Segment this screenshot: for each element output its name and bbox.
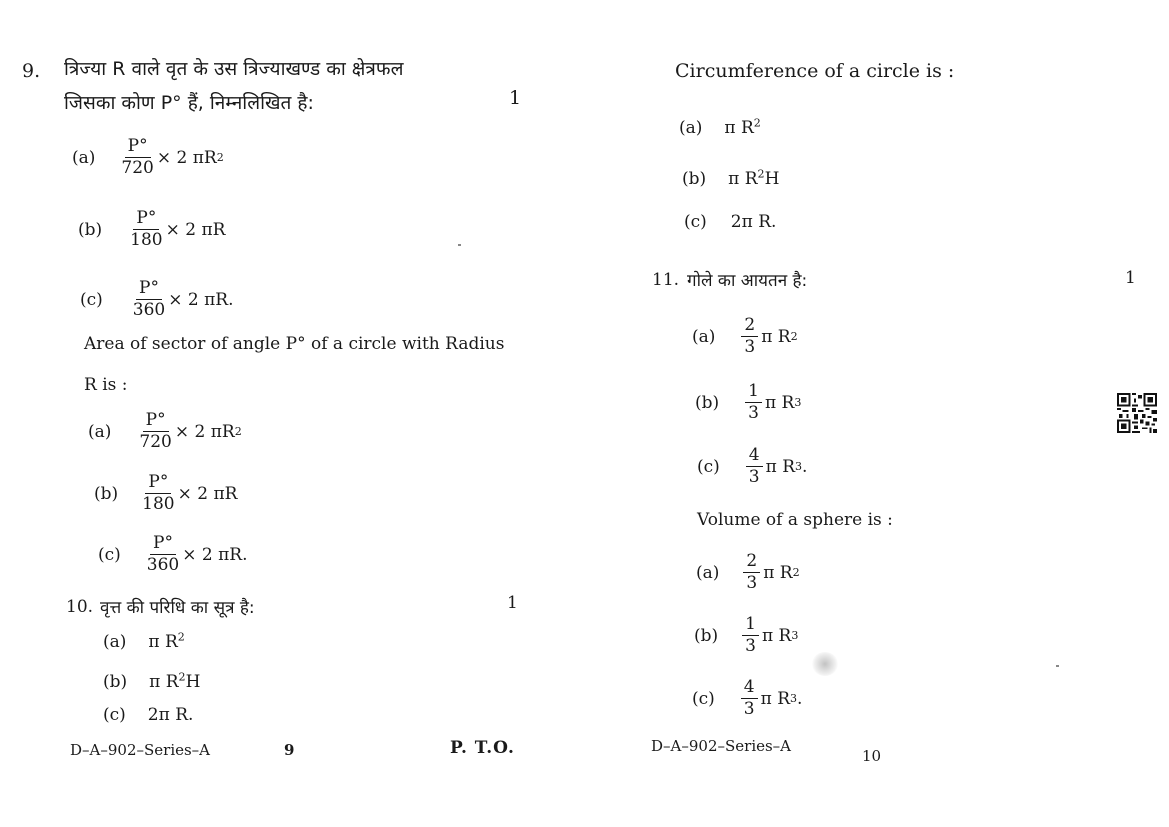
q11-english: Volume of a sphere is : [697,510,893,530]
option-label: (c) [80,289,103,310]
q10-hindi: वृत्त की परिधि का सूत्र है: [100,598,255,618]
q11-marks: 1 [1125,268,1136,288]
option-label: (c) [103,705,126,725]
q10-english-option-c: (c) 2π R. [684,212,777,232]
fraction: $\frac{P^\circ}{360}$ [132,278,166,320]
q9-number: 9. [22,60,41,82]
option-label: (a) [103,632,127,652]
q11-hindi-option-c: (c) $\frac{4}{3}$ π R 3 . [697,445,808,487]
fraction: $\frac{2}{3}$ [741,317,758,356]
option-label: (b) [94,483,119,504]
fraction: $\frac{P^\circ}{180}$ [130,208,163,250]
option-label: (a) [72,147,96,168]
option-label: (c) [697,456,720,477]
q9-english-line1: Area of sector of angle P° of a circle with Radius [84,334,505,354]
q9-english-line2: R is : [84,375,128,395]
scan-dot [1056,665,1059,667]
q11-hindi-option-b: (b) $\frac{1}{3}$ π R 3 [695,381,802,423]
fraction: $\frac{1}{3}$ [742,616,759,655]
q9-english-option-b: (b) $\frac{P^\circ}{180}$ × 2 πR [94,472,238,514]
fraction: $\frac{4}{3}$ [741,679,758,718]
fraction: $\frac{P^\circ}{360}$ [146,533,180,575]
option-label: (b) [694,625,719,646]
q11-english-option-a: (a) $\frac{2}{3}$ π R 2 [696,551,800,593]
option-label: (b) [695,392,720,413]
left-footer-code: D–A–902–Series–A [70,741,211,759]
q10-option-b: (b) π $R^2H$ [103,670,201,692]
q9-hindi-line1: त्रिज्या R वाले वृत के उस त्रिज्याखण्ड का क्षेत्रफल [64,58,404,80]
fraction: $\frac{P^\circ}{720}$ [121,136,154,178]
left-footer-page: 9 [284,741,295,759]
fraction: $\frac{P^\circ}{180}$ [142,472,175,514]
fraction: $\frac{2}{3}$ [743,553,760,592]
right-footer-code: D–A–902–Series–A [651,737,792,755]
option-label: (c) [692,688,715,709]
scan-dot [458,244,461,246]
q11-hindi: गोले का आयतन है: [687,271,808,291]
option-label: (a) [692,326,716,347]
q9-english-option-a: (a) $\frac{P^\circ}{720}$ × 2 πR 2 [88,410,242,452]
q9-hindi-option-a: (a) $\frac{P^\circ}{720}$ × 2 πR 2 [72,136,224,178]
q9-marks: 1 [509,87,522,109]
q10-english-option-a: (a) π $R^2$ [679,116,761,138]
q10-english: Circumference of a circle is : [675,60,955,82]
q9-hindi-option-b: (b) $\frac{P^\circ}{180}$ × 2 πR [78,208,226,250]
q11-english-option-c: (c) $\frac{4}{3}$ π R 3 . [692,677,803,719]
scan-smudge [812,652,838,676]
fraction: $\frac{1}{3}$ [745,383,762,422]
q10-number: 10. [66,597,94,617]
left-footer-pto: P. T.O. [450,738,515,758]
option-label: (a) [679,118,703,138]
option-label: (a) [88,421,112,442]
q10-english-option-b: (b) π $R^2H$ [682,167,780,189]
option-label: (c) [98,544,121,565]
q9-hindi-line2: जिसका कोण P° हैं, निम्नलिखित है: [64,92,314,114]
q10-marks: 1 [507,593,518,613]
option-label: (b) [682,169,707,189]
qr-code-icon [1117,393,1157,433]
q11-hindi-option-a: (a) $\frac{2}{3}$ π R 2 [692,315,798,357]
fraction: $\frac{P^\circ}{720}$ [139,410,172,452]
q9-english-option-c: (c) $\frac{P^\circ}{360}$ × 2 πR. [98,533,248,575]
q10-option-a: (a) π $R^2$ [103,630,185,652]
right-footer-page: 10 [862,747,882,765]
q10-option-c: (c) 2π R. [103,705,194,725]
option-label: (c) [684,212,707,232]
q11-english-option-b: (b) $\frac{1}{3}$ π R 3 [694,614,799,656]
q9-hindi-option-c: (c) $\frac{P^\circ}{360}$ × 2 πR. [80,278,234,320]
option-label: (b) [103,672,128,692]
option-label: (b) [78,219,103,240]
fraction: $\frac{4}{3}$ [746,447,763,486]
q11-number: 11. [652,270,680,290]
option-label: (a) [696,562,720,583]
